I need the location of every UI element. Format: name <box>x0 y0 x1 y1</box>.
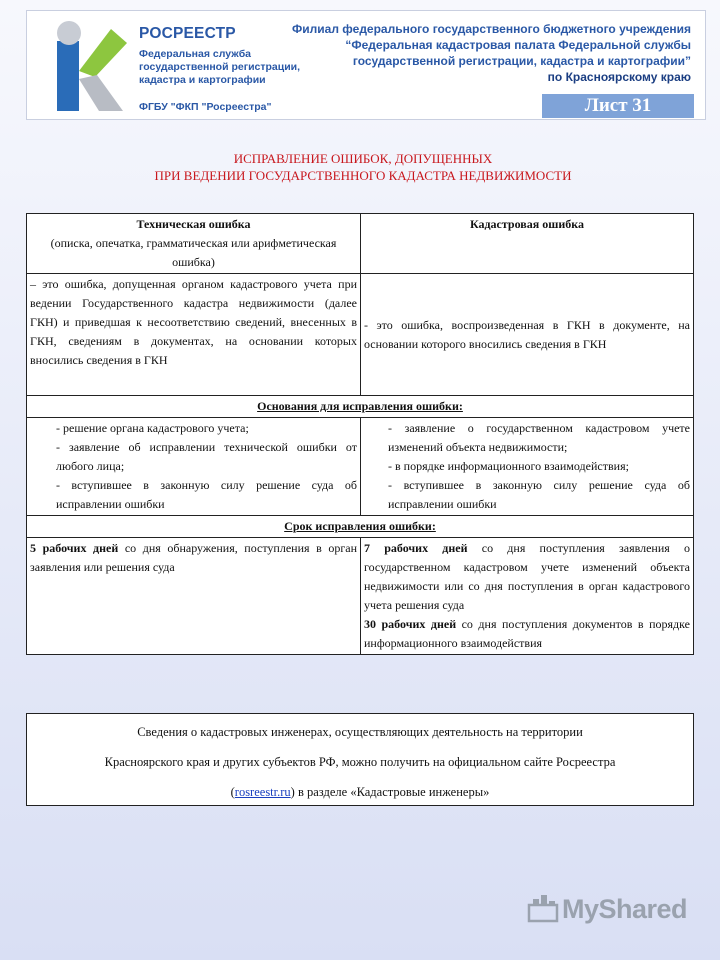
org-name: РОСРЕЕСТР <box>139 25 236 42</box>
cadastral-error-definition: - это ошибка, воспроизведенная в ГКН в документе, на основании которого вносились сведения в ГКН <box>361 274 694 396</box>
org-fgbu: ФГБУ "ФКП "Росреестра" <box>139 101 272 113</box>
term-row <box>27 538 694 655</box>
list-item: - в порядке информационного взаимодействия; <box>388 459 629 473</box>
grounds-row <box>27 418 694 516</box>
rosreestr-link[interactable]: rosreestr.ru <box>234 785 291 799</box>
technical-error-header: Техническая ошибка (описка, опечатка, грамматическая или арифметическая ошибка) <box>27 214 361 274</box>
list-item: - заявление об исправлении технической ошибки от любого лица; <box>56 440 357 473</box>
technical-error-definition: – это ошибка, допущенная органом кадастрового учета при ведении Государственного кадастра недвижимости (далее ГКН) и приведшая к несоответствию сведений, внесенных в ГКН, сведениям в документах, на основании которых вносились сведения в ГКН <box>27 274 361 396</box>
sheet-number-badge: Лист 31 <box>542 94 694 118</box>
grounds-title: Основания для исправления ошибки: <box>27 396 694 418</box>
term-title: Срок исправления ошибки: <box>27 516 694 538</box>
cadastral-error-header: Кадастровая ошибка <box>361 214 694 274</box>
rosreestr-logo-icon <box>39 19 139 115</box>
org-subtitle: Федеральная служба государственной регистрации, кадастра и картографии <box>139 48 301 86</box>
errors-table <box>26 213 694 655</box>
myshared-logo-icon <box>527 893 559 923</box>
list-item: - решение органа кадастрового учета; <box>56 421 249 435</box>
list-item: - вступившее в законную силу решение суда об исправлении ошибки <box>56 478 357 511</box>
grounds-cadastral <box>361 418 694 516</box>
grounds-technical <box>27 418 361 516</box>
watermark: MyShared <box>527 893 687 925</box>
term-title-row <box>27 516 694 538</box>
term-technical: 5 рабочих дней со дня обнаружения, поступления в орган заявления или решения суда <box>27 538 361 655</box>
grounds-title-row <box>27 396 694 418</box>
table-header-row <box>27 214 694 274</box>
term-cadastral: 7 рабочих дней со дня поступления заявления о государственном кадастровом учете изменений объекта недвижимости или со дня поступления в орган кадастрового учета решения суда 30 рабочих дней со дня поступления документов в порядке информационного взаимодействия <box>361 538 694 655</box>
list-item: - вступившее в законную силу решение суда об исправлении ошибки <box>388 478 690 511</box>
list-item: - заявление о государственном кадастровом учете изменений объекта недвижимости; <box>388 421 690 454</box>
page-title: ИСПРАВЛЕНИЕ ОШИБОК, ДОПУЩЕННЫХ ПРИ ВЕДЕНИИ ГОСУДАРСТВЕННОГО КАДАСТРА НЕДВИЖИМОСТИ <box>154 151 572 183</box>
definition-row <box>27 274 694 396</box>
header-banner <box>26 10 706 120</box>
engineers-info-box: Сведения о кадастровых инженерах, осуществляющих деятельность на территории Красноярского края и других субъектов РФ, можно получить на официальном сайте Росреестра (rosreestr.ru) в разделе «Кадастровые инженеры» <box>26 713 694 806</box>
branch-name: Филиал федерального государственного бюджетного учреждения “Федеральная кадастровая палата Федеральной службы государственной регистрации, кадастра и картографии” по Красноярскому краю <box>292 22 691 84</box>
